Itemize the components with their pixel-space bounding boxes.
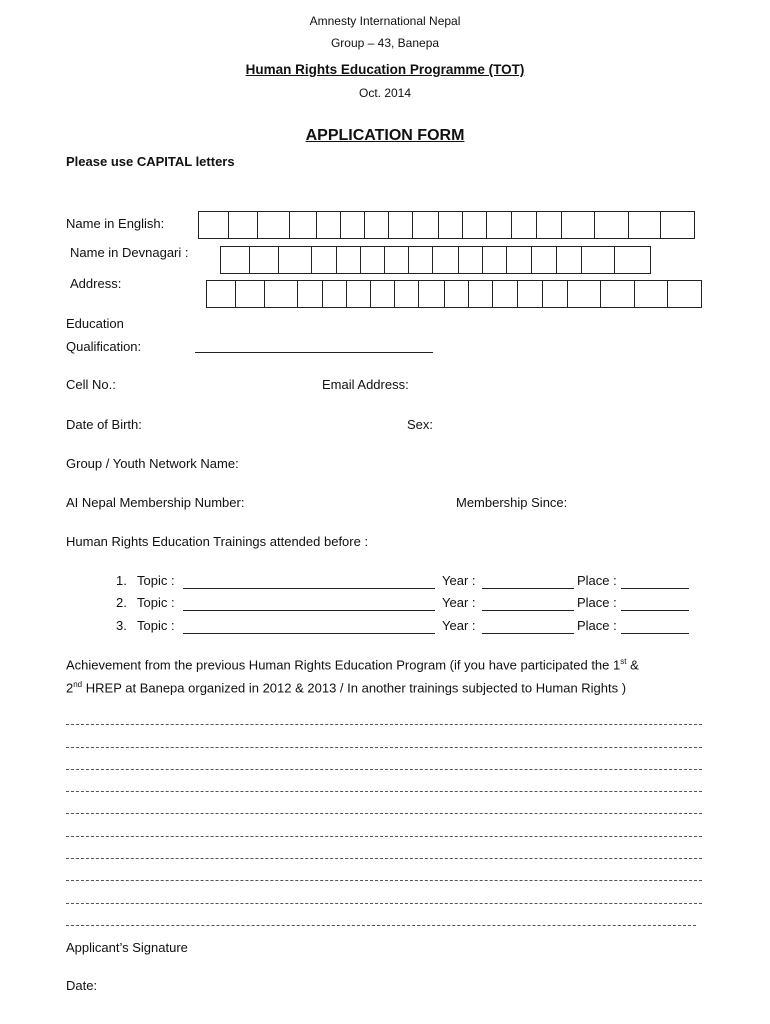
name-english-boxes[interactable]	[198, 211, 695, 239]
name-english-label: Name in English:	[66, 216, 165, 231]
answer-line	[66, 903, 702, 904]
group-network-label: Group / Youth Network Name:	[66, 456, 239, 471]
answer-line	[66, 724, 702, 725]
cell-label: Cell No.:	[66, 377, 116, 392]
name-devnagari-boxes[interactable]	[220, 246, 651, 274]
membership-number-label: AI Nepal Membership Number:	[66, 495, 245, 510]
year-field[interactable]	[482, 610, 574, 611]
topic-field[interactable]	[183, 610, 435, 611]
answer-line	[66, 880, 702, 881]
address-label: Address:	[70, 276, 122, 291]
sex-label: Sex:	[407, 417, 434, 432]
signature-label: Applicant’s Signature	[66, 940, 188, 955]
achievement-text-line2: 2nd HREP at Banepa organized in 2012 & 2013 / In another trainings subjected to Human Rights )	[66, 680, 627, 696]
address-boxes[interactable]	[206, 280, 702, 308]
answer-line	[66, 747, 702, 748]
place-label: Place :	[577, 595, 617, 610]
dob-label: Date of Birth:	[66, 417, 142, 432]
topic-field[interactable]	[183, 633, 435, 634]
membership-since-label: Membership Since:	[456, 495, 568, 510]
education-field[interactable]	[195, 352, 433, 353]
instruction-text: Please use CAPITAL letters	[66, 154, 235, 169]
group-name: Group – 43, Banepa	[330, 36, 440, 50]
achievement-text-line1: Achievement from the previous Human Rights Education Program (if you have participated the 1st &	[66, 657, 639, 673]
place-field[interactable]	[621, 633, 689, 634]
answer-line	[66, 791, 702, 792]
year-label: Year :	[442, 618, 476, 633]
topic-field[interactable]	[183, 588, 435, 589]
year-field[interactable]	[482, 588, 574, 589]
training-num: 1.	[116, 573, 127, 588]
form-title: APPLICATION FORM	[305, 127, 465, 144]
name-devnagari-label: Name in Devnagari :	[70, 245, 189, 260]
topic-label: Topic :	[137, 595, 175, 610]
organization-name: Amnesty International Nepal	[309, 14, 461, 28]
year-field[interactable]	[482, 633, 574, 634]
answer-line	[66, 769, 702, 770]
place-field[interactable]	[621, 588, 689, 589]
year-label: Year :	[442, 595, 476, 610]
place-label: Place :	[577, 618, 617, 633]
topic-label: Topic :	[137, 618, 175, 633]
answer-line	[66, 925, 696, 926]
year-label: Year :	[442, 573, 476, 588]
trainings-label: Human Rights Education Trainings attended before :	[66, 534, 369, 549]
topic-label: Topic :	[137, 573, 175, 588]
place-label: Place :	[577, 573, 617, 588]
place-field[interactable]	[621, 610, 689, 611]
date-label: Date:	[66, 978, 98, 993]
training-num: 2.	[116, 595, 127, 610]
answer-line	[66, 858, 702, 859]
programme-title: Human Rights Education Programme (TOT)	[245, 62, 525, 77]
answer-line	[66, 813, 702, 814]
training-num: 3.	[116, 618, 127, 633]
education-label-line2: Qualification:	[66, 339, 142, 354]
education-label-line1: Education	[66, 316, 124, 331]
programme-date: Oct. 2014	[358, 86, 412, 100]
answer-line	[66, 836, 702, 837]
email-label: Email Address:	[322, 377, 409, 392]
